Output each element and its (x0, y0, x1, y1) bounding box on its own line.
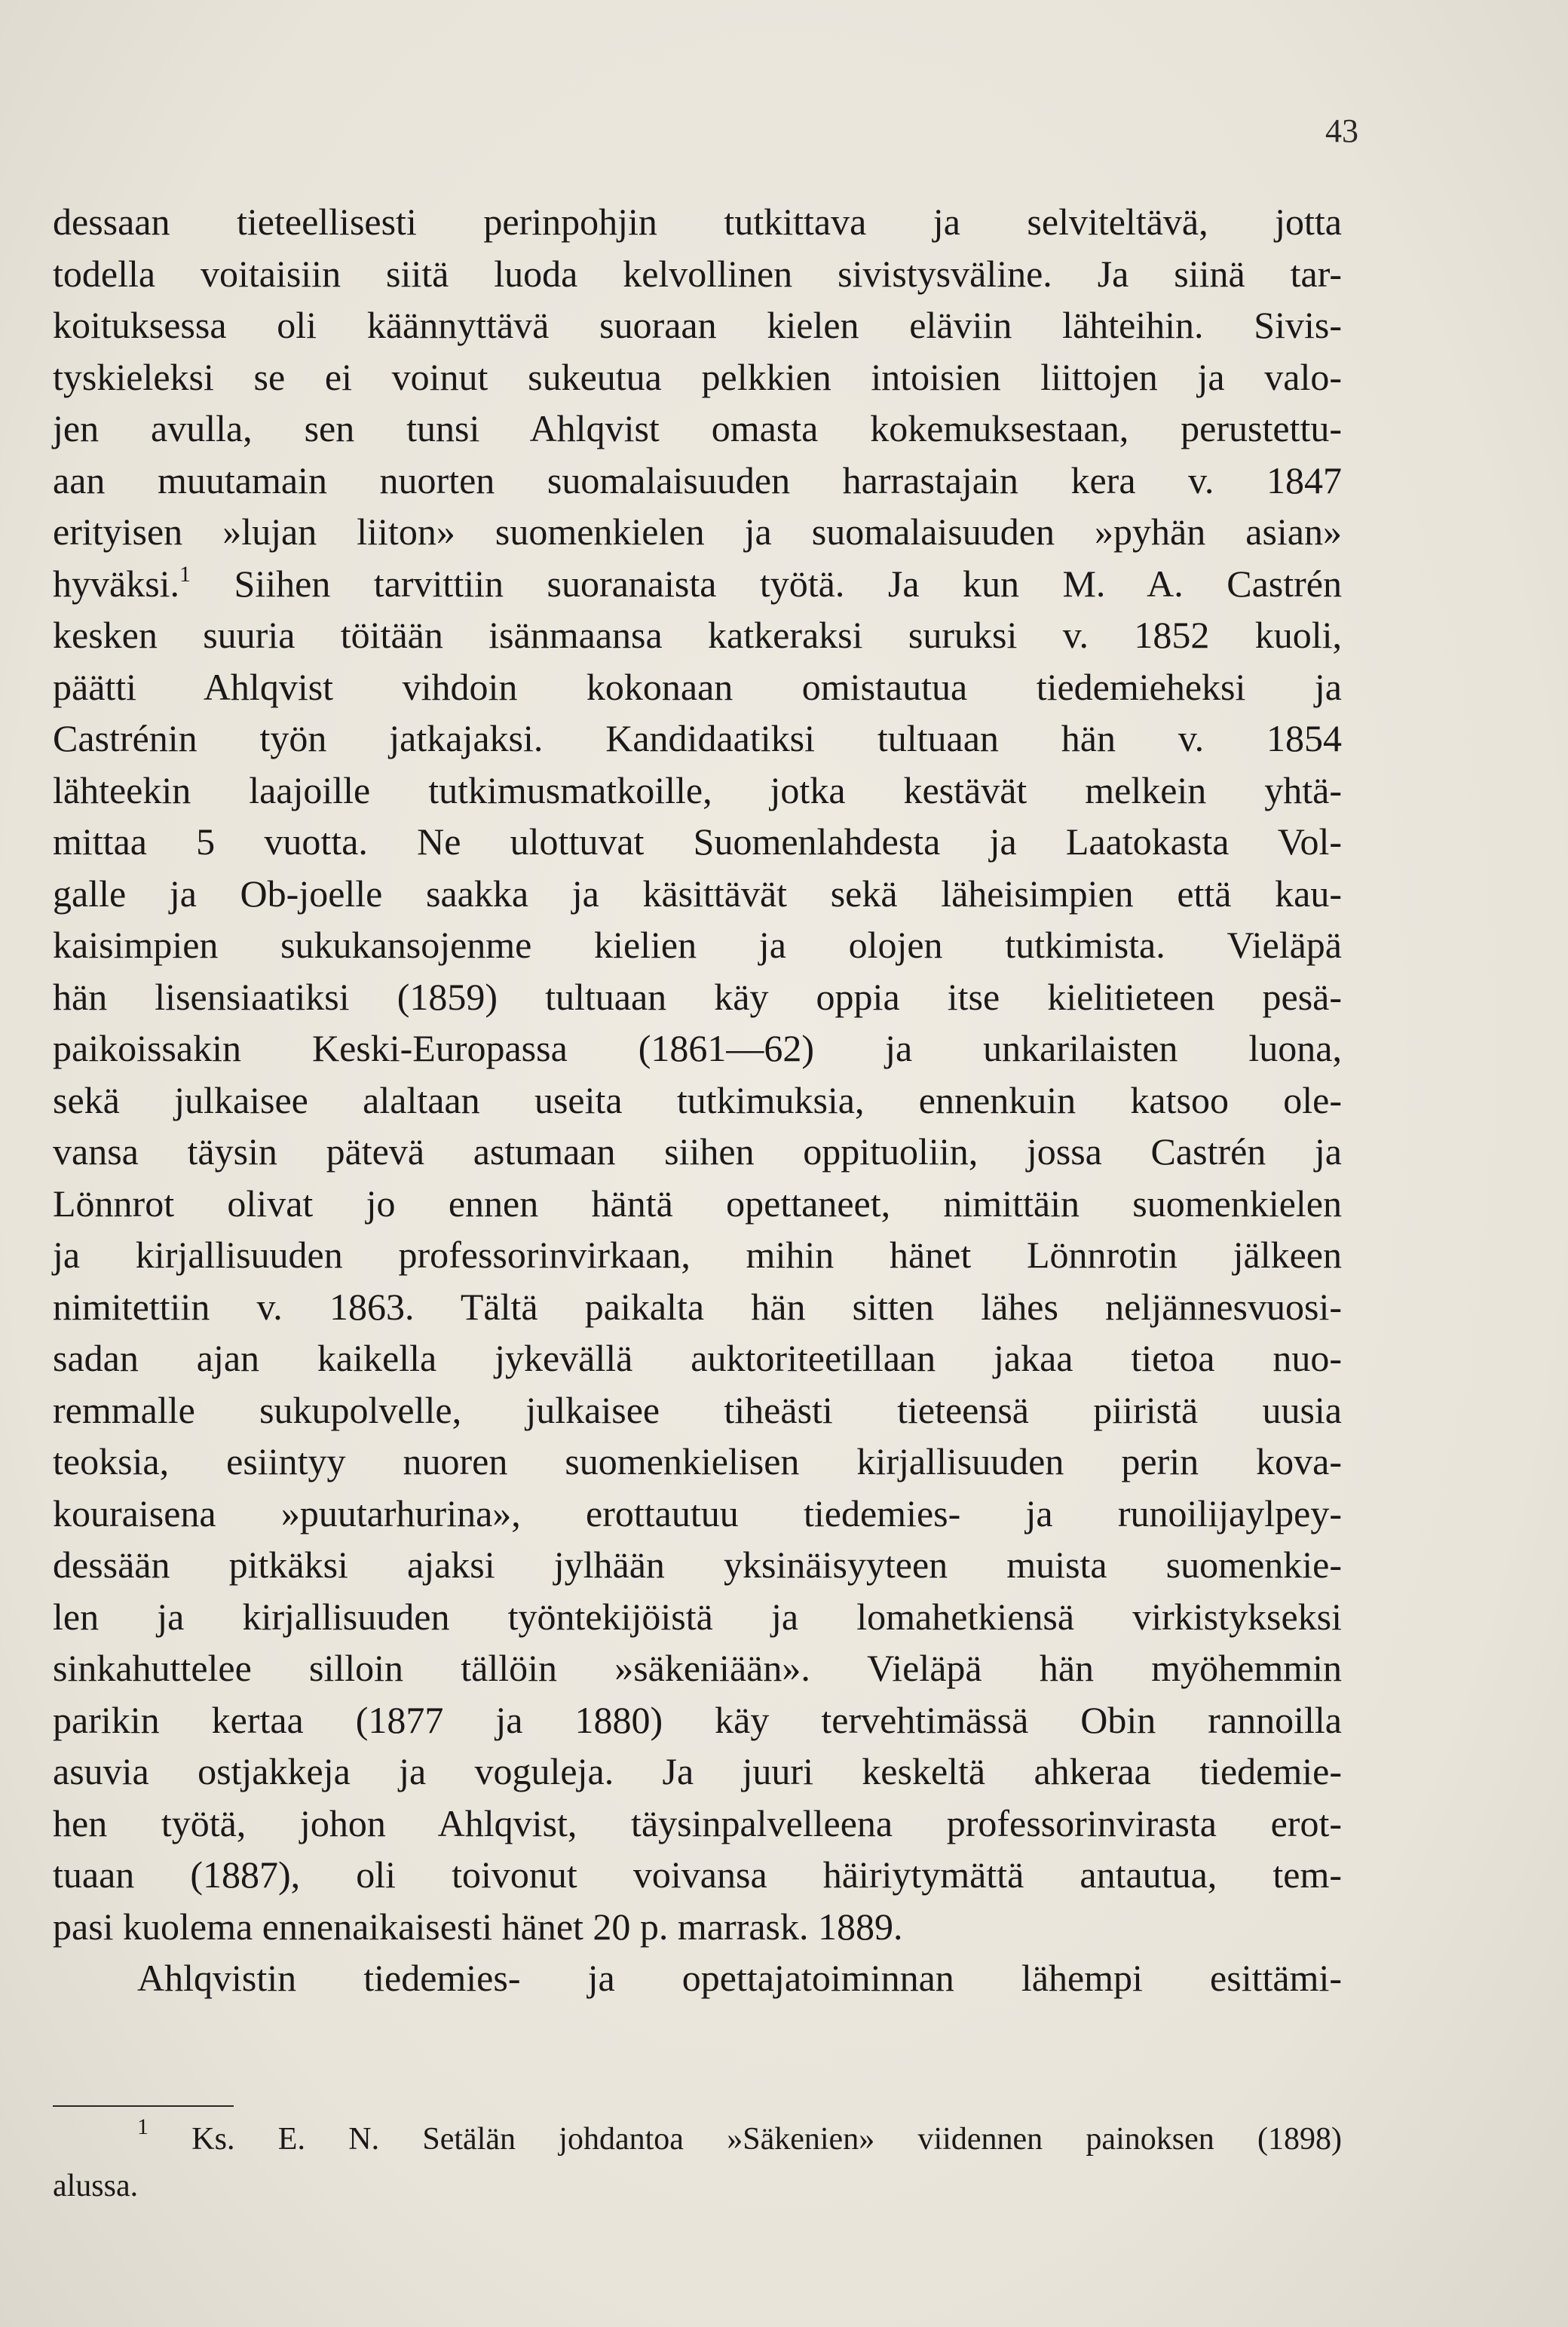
paragraph-start-line: Ahlqvistin tiedemies- ja opettajatoiminnan lähempi esittämi- (137, 1957, 1342, 1999)
page-number: 43 (1325, 112, 1358, 149)
footnote (53, 2116, 1342, 2209)
text-line: paikoissakin Keski-Europassa (1861—62) ja unkarilaisten luona, (53, 1027, 1342, 1069)
footnote-line (53, 2116, 1342, 2163)
text-line: galle ja Ob-joelle saakka ja käsittävät sekä läheisimpien että kau- (53, 872, 1342, 915)
footnote-line: alussa. (53, 2169, 139, 2203)
text-line: aan muutamain nuorten suomalaisuuden harrastajain kera v. 1847 (53, 458, 1342, 501)
text-line: tuaan (1887), oli toivonut voivansa häiriytymättä antautua, tem- (53, 1853, 1342, 1896)
text-line: asuvia ostjakkeja ja voguleja. Ja juuri keskeltä ahkeraa tiedemie- (53, 1750, 1342, 1792)
main-text (53, 196, 1342, 2066)
text-line: tyskieleksi se ei voinut sukeutua pelkkien intoisien liittojen ja valo- (53, 355, 1342, 398)
footnote-text: Ks. E. N. Setälän johdantoa »Säkenien» viidennen painoksen (1898) (149, 2122, 1342, 2157)
text-line: kouraisena »puutarhurina», erottautuu tiedemies- ja runoilijaylpey- (53, 1492, 1342, 1534)
text-line: sadan ajan kaikella jykevällä auktoriteetillaan jakaa tietoa nuo- (53, 1337, 1342, 1379)
text-line: sinkahuttelee silloin tällöin »säkeniään». Vieläpä hän myöhemmin (53, 1647, 1342, 1689)
text-line: kesken suuria töitään isänmaansa katkeraksi suruksi v. 1852 kuoli, (53, 614, 1342, 656)
text-line: teoksia, esiintyy nuoren suomenkielisen kirjallisuuden perin kova- (53, 1440, 1342, 1482)
text-line: len ja kirjallisuuden työntekijöistä ja lomahetkiensä virkistykseksi (53, 1595, 1342, 1638)
text-line: lähteekin laajoille tutkimusmatkoille, jotka kestävät melkein yhtä- (53, 768, 1342, 811)
text-line: päätti Ahlqvist vihdoin kokonaan omistautua tiedemieheksi ja (53, 665, 1342, 708)
text-line: Castrénin työn jatkajaksi. Kandidaatiksi tultuaan hän v. 1854 (53, 717, 1342, 759)
text-line: todella voitaisiin siitä luoda kelvollinen sivistysväline. Ja siinä tar- (53, 252, 1342, 295)
text-line: ja kirjallisuuden professorinvirkaan, mihin hänet Lönnrotin jälkeen (53, 1234, 1342, 1276)
text-line: parikin kertaa (1877 ja 1880) käy tervehtimässä Obin rannoilla (53, 1698, 1342, 1741)
text-line: remmalle sukupolvelle, julkaisee tiheästi tieteensä piiristä uusia (53, 1388, 1342, 1431)
text-line: jen avulla, sen tunsi Ahlqvist omasta kokemuksestaan, perustettu- (53, 407, 1342, 449)
text-line: hän lisensiaatiksi (1859) tultuaan käy oppia itse kielitieteen pesä- (53, 975, 1342, 1018)
text-line: erityisen »lujan liiton» suomenkielen ja suomalaisuuden »pyhän asian» (53, 510, 1342, 553)
text-line: nimitettiin v. 1863. Tältä paikalta hän sitten lähes neljännesvuosi- (53, 1285, 1342, 1328)
text-line: hen työtä, johon Ahlqvist, täysinpalvelleena professorinvirasta erot- (53, 1801, 1342, 1844)
text-fragment: hyväksi. (53, 562, 180, 605)
text-line: Lönnrot olivat jo ennen häntä opettaneet, nimittäin suomenkielen (53, 1182, 1342, 1225)
footnote-marker: 1 (137, 2114, 149, 2139)
text-line: koituksessa oli käännyttävä suoraan kielen eläviin lähteihin. Sivis- (53, 304, 1342, 346)
footnote-divider (53, 2105, 234, 2107)
text-line: mittaa 5 vuotta. Ne ulottuvat Suomenlahdesta ja Laatokasta Vol- (53, 820, 1342, 863)
text-line: sekä julkaisee alaltaan useita tutkimuksia, ennenkuin katsoo ole- (53, 1078, 1342, 1121)
text-line-with-footnote-ref (53, 558, 1342, 610)
paragraph-end-line: pasi kuolema ennenaikaisesti hänet 20 p. marrask. 1889. (53, 1905, 903, 1948)
text-line: kaisimpien sukukansojenme kielien ja olojen tutkimista. Vieläpä (53, 924, 1342, 966)
text-fragment: Siihen tarvittiin suoranaista työtä. Ja kun M. A. Castrén (191, 562, 1342, 605)
text-line: dessaan tieteellisesti perinpohjin tutkittava ja selviteltävä, jotta (53, 201, 1342, 243)
text-line: dessään pitkäksi ajaksi jylhään yksinäisyyteen muista suomenkie- (53, 1544, 1342, 1586)
footnote-reference: 1 (179, 561, 191, 587)
text-line: vansa täysin pätevä astumaan siihen oppituoliin, jossa Castrén ja (53, 1130, 1342, 1173)
